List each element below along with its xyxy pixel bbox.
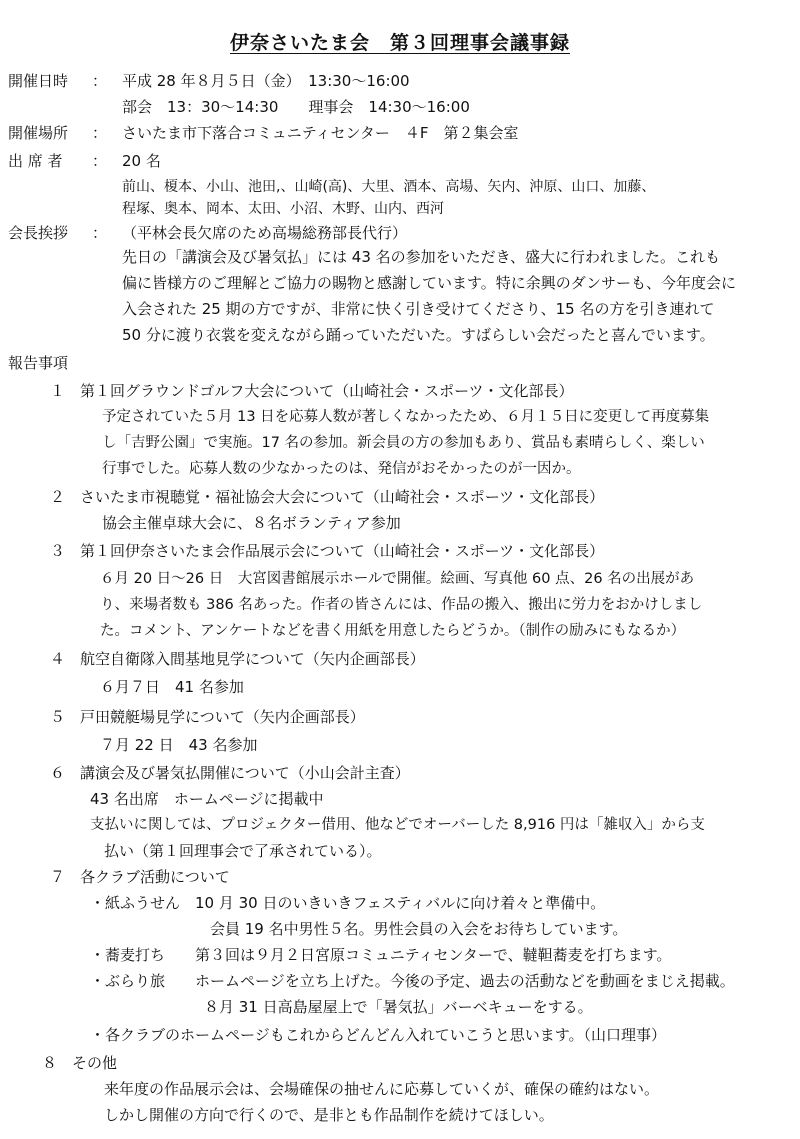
place-colon: ： — [92, 124, 108, 142]
greeting-line: 入会された 25 期の方ですが、非常に快く引き受けてくださり、15 名の方を引き連れて — [122, 300, 715, 318]
club-line: ・紙ふうせん 10 月 30 日のいきいきフェスティバルに向け着々と準備中。 — [90, 894, 606, 912]
greeting-line: 先日の「講演会及び暑気払」には 43 名の参加をいただき、盛大に行われました。これも — [122, 248, 721, 266]
item-text: しかし開催の方向で行くので、是非とも作品制作を続けてほしい。 — [104, 1106, 554, 1124]
place-label: 開催場所 — [8, 124, 69, 142]
item-number: ２ — [50, 488, 66, 506]
item-heading: 第１回伊奈さいたま会作品展示会について（山崎社会・スポーツ・文化部長） — [80, 542, 605, 560]
item-heading: 第１回グラウンドゴルフ大会について（山崎社会・スポーツ・文化部長） — [80, 382, 574, 400]
attendees-line-1: 前山、榎本、小山、池田,、山崎(高)、大里、酒本、高場、矢内、沖原、山口、加藤、 — [122, 179, 656, 195]
greeting-line: 50 分に渡り衣裳を変えながら踊っていただいた。すばらしい会だったと喜んでいます。 — [122, 326, 715, 344]
attend-count: 20 名 — [122, 152, 161, 170]
item-text: た。コメント、アンケートなどを書く用紙を用意したらどうか。（制作の励みにもなるか） — [100, 623, 686, 639]
item-heading: 講演会及び暑気払開催について（小山会計主査） — [80, 764, 410, 782]
date-label: 開催日時 — [8, 72, 69, 90]
club-line: ・各クラブのホームページもこれからどんどん入れていこうと思います。（山口理事） — [90, 1026, 667, 1044]
report-header: 報告事項 — [8, 354, 69, 372]
item-text: 協会主催卓球大会に、８名ボランティア参加 — [102, 514, 401, 532]
attend-colon: ： — [92, 152, 108, 170]
item-text: 43 名出席 ホームページに掲載中 — [90, 790, 324, 808]
item-number: ４ — [50, 650, 66, 668]
greeting-note: （平林会長欠席のため高場総務部長代行） — [122, 224, 408, 242]
document-title: 伊奈さいたま会 第３回理事会議事録 — [229, 32, 570, 54]
club-line: ・ぶらり旅 ホームページを立ち上げた。今後の予定、過去の活動などを動画をまじえ掲載。 — [90, 972, 735, 990]
item-number: ５ — [50, 708, 66, 726]
attend-label: 出 席 者 — [8, 152, 63, 170]
date-line-2: 部会 13：30～14:30 理事会 14:30～16:00 — [122, 98, 470, 116]
item-text: し「吉野公園」で実施。17 名の参加。新会員の方の参加もあり、賞品も素晴らしく、楽しい — [102, 435, 705, 451]
item-number: ８ — [42, 1054, 58, 1072]
item-text: り、来場者数も 386 名あった。作者の皆さんには、作品の搬入、搬出に労力をおかけしまし — [100, 597, 703, 613]
item-text: ６月 20 日～26 日 大宮図書館展示ホールで開催。絵画、写真他 60 点、26 名の出展があ — [100, 571, 695, 587]
item-heading: 航空自衛隊入間基地見学について（矢内企画部長） — [80, 650, 425, 668]
item-number: ６ — [50, 764, 66, 782]
item-text: ６月７日 41 名参加 — [100, 678, 244, 696]
date-line-1: 平成 28 年８月５日（金） 13:30～16:00 — [122, 72, 410, 90]
item-number: １ — [50, 382, 66, 400]
place-value: さいたま市下落合コミュニティセンター ４F 第２集会室 — [122, 124, 519, 142]
item-heading: その他 — [72, 1054, 118, 1072]
club-line: ８月 31 日高島屋屋上で「暑気払」バーベキューをする。 — [204, 998, 593, 1016]
item-heading: 戸田競艇場見学について（矢内企画部長） — [80, 708, 365, 726]
item-text: 予定されていた５月 13 日を応募人数が著しくなかったため、６月１５日に変更して再度募集 — [102, 409, 710, 425]
item-text: 払い（第１回理事会で了承されている）。 — [104, 842, 382, 860]
attendees-line-2: 程塚、奥本、岡本、太田、小沼、木野、山内、西河 — [122, 201, 444, 217]
item-number: ７ — [50, 868, 66, 886]
item-text: 来年度の作品展示会は、会場確保の抽せんに応募していくが、確保の確約はない。 — [104, 1080, 660, 1098]
item-text: 行事でした。応募人数の少なかったのは、発信がおそかったのが一因か。 — [102, 461, 581, 477]
club-line: ・蕎麦打ち 第３回は９月２日宮原コミュニティセンターで、韃靼蕎麦を打ちます。 — [90, 946, 672, 964]
item-heading: さいたま市視聴覚・福祉協会大会について（山崎社会・スポーツ・文化部長） — [80, 488, 605, 506]
date-colon: ： — [92, 72, 108, 90]
greeting-label: 会長挨拶 — [8, 224, 69, 242]
club-line: 会員 19 名中男性５名。男性会員の入会をお待ちしています。 — [210, 920, 628, 938]
greeting-colon: ： — [92, 224, 108, 242]
item-text: 支払いに関しては、プロジェクター借用、他などでオーバーした 8,916 円は「雑収入」から支 — [90, 817, 705, 833]
item-number: ３ — [50, 542, 66, 560]
item-heading: 各クラブ活動について — [80, 868, 230, 886]
item-text: ７月 22 日 43 名参加 — [100, 736, 258, 754]
greeting-line: 偏に皆様方のご理解とご協力の賜物と感謝しています。特に余興のダンサーも、今年度会に — [122, 274, 736, 292]
